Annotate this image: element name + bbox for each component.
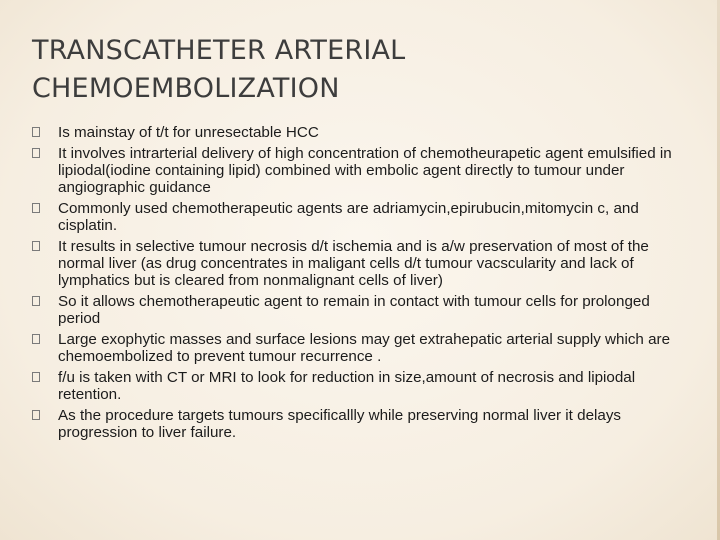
bullet-item	[32, 145, 692, 196]
square-bullet-icon	[32, 372, 40, 382]
bullet-item	[32, 407, 692, 441]
bullet-item	[32, 238, 692, 289]
bullet-item	[32, 293, 692, 327]
title-line-1: TRANSCATHETER ARTERIAL	[32, 35, 406, 66]
slide-title	[32, 32, 672, 108]
square-bullet-icon	[32, 148, 40, 158]
bullet-text: So it allows chemotherapeutic agent to remain in contact with tumour cells for prolonged period	[58, 293, 650, 327]
bullet-item	[32, 331, 692, 365]
bullet-list	[32, 124, 692, 445]
bullet-item	[32, 369, 692, 403]
square-bullet-icon	[32, 241, 40, 251]
square-bullet-icon	[32, 203, 40, 213]
square-bullet-icon	[32, 334, 40, 344]
bullet-text: Is mainstay of t/t for unresectable HCC	[58, 124, 319, 141]
bullet-text: f/u is taken with CT or MRI to look for reduction in size,amount of necrosis and lipiodal retention.	[58, 369, 636, 403]
bullet-item	[32, 200, 692, 234]
bullet-text: As the procedure targets tumours specificallly while preserving normal liver it delays progression to liver failure.	[58, 407, 622, 441]
square-bullet-icon	[32, 296, 40, 306]
square-bullet-icon	[32, 410, 40, 420]
bullet-text: It involves intrarterial delivery of high concentration of chemotheurapetic agent emulsified in lipiodal(iodine containing lipid) combined with embolic agent directly to tumour under angiographic guidance	[58, 145, 672, 196]
title-line-2: CHEMOEMBOLIZATION	[32, 73, 340, 104]
bullet-text: Commonly used chemotherapeutic agents are adriamycin,epirubucin,mitomycin c, and cisplatin.	[58, 200, 639, 234]
bullet-item	[32, 124, 692, 141]
square-bullet-icon	[32, 127, 40, 137]
bullet-text: It results in selective tumour necrosis d/t ischemia and is a/w preservation of most of the normal liver (as drug concentrates in maligant cells d/t tumour vacscularity and lack of lymphatics but is cleared from nonmalignant cells of liver)	[58, 238, 649, 289]
bullet-text: Large exophytic masses and surface lesions may get extrahepatic arterial supply which are chemoembolized to prevent tumour recurrence .	[58, 331, 671, 365]
